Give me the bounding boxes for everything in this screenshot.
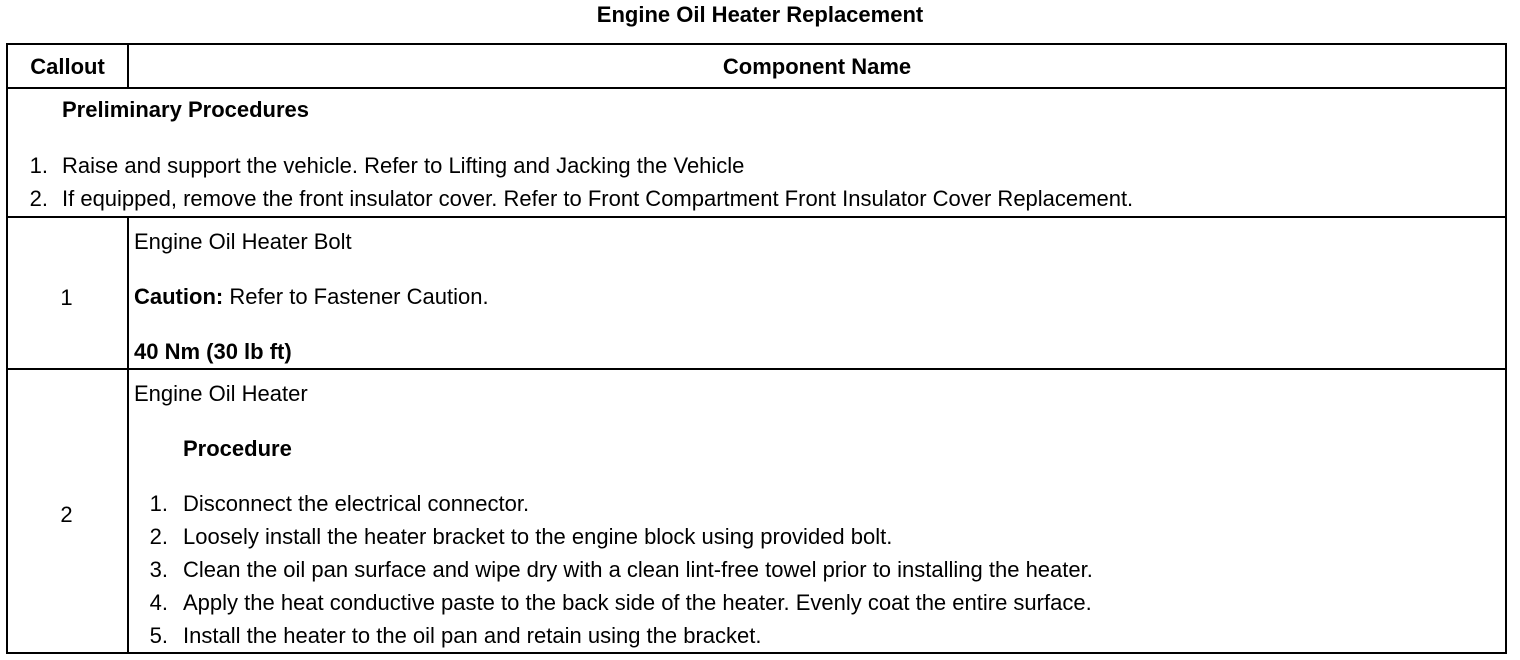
callout-number: 2 xyxy=(60,502,73,527)
procedure-table xyxy=(6,43,1507,654)
preliminary-step-text: If equipped, remove the front insulator cover. Refer to Front Compartment Front Insulator Cover Replacement. xyxy=(62,186,1134,211)
torque-spec: 40 Nm (30 lb ft) xyxy=(134,339,292,364)
caution-note xyxy=(134,284,489,310)
procedure-step-number: 4. xyxy=(149,590,168,615)
row-divider xyxy=(8,368,1505,370)
procedure-step-number: 1. xyxy=(149,491,168,516)
header-callout: Callout xyxy=(30,54,105,79)
caution-label: Caution: xyxy=(134,284,224,309)
component-name: Engine Oil Heater xyxy=(134,381,308,406)
procedure-step-number: 2. xyxy=(149,524,168,549)
preliminary-step-text: Raise and support the vehicle. Refer to Lifting and Jacking the Vehicle xyxy=(62,153,745,178)
procedure-step-text: Clean the oil pan surface and wipe dry with a clean lint-free towel prior to installing the heater. xyxy=(183,557,1093,582)
caution-text: Refer to Fastener Caution. xyxy=(223,284,489,309)
preliminary-heading: Preliminary Procedures xyxy=(62,97,310,122)
component-name: Engine Oil Heater Bolt xyxy=(134,229,352,254)
preliminary-step-number: 2. xyxy=(29,186,48,211)
procedure-heading: Procedure xyxy=(183,436,292,461)
procedure-step-text: Apply the heat conductive paste to the back side of the heater. Evenly coat the entire surface. xyxy=(183,590,1092,615)
row-divider xyxy=(8,216,1505,218)
callout-number: 1 xyxy=(60,285,73,310)
preliminary-row xyxy=(8,89,1505,216)
procedure-step-text: Loosely install the heater bracket to the engine block using provided bolt. xyxy=(183,524,893,549)
procedure-step-number: 5. xyxy=(149,623,168,648)
procedure-step-text: Disconnect the electrical connector. xyxy=(183,491,530,516)
procedure-step-number: 3. xyxy=(149,557,168,582)
preliminary-step-number: 1. xyxy=(29,153,48,178)
procedure-step-text: Install the heater to the oil pan and retain using the bracket. xyxy=(183,623,762,648)
page-title: Engine Oil Heater Replacement xyxy=(596,2,924,27)
header-component-name: Component Name xyxy=(722,54,912,79)
